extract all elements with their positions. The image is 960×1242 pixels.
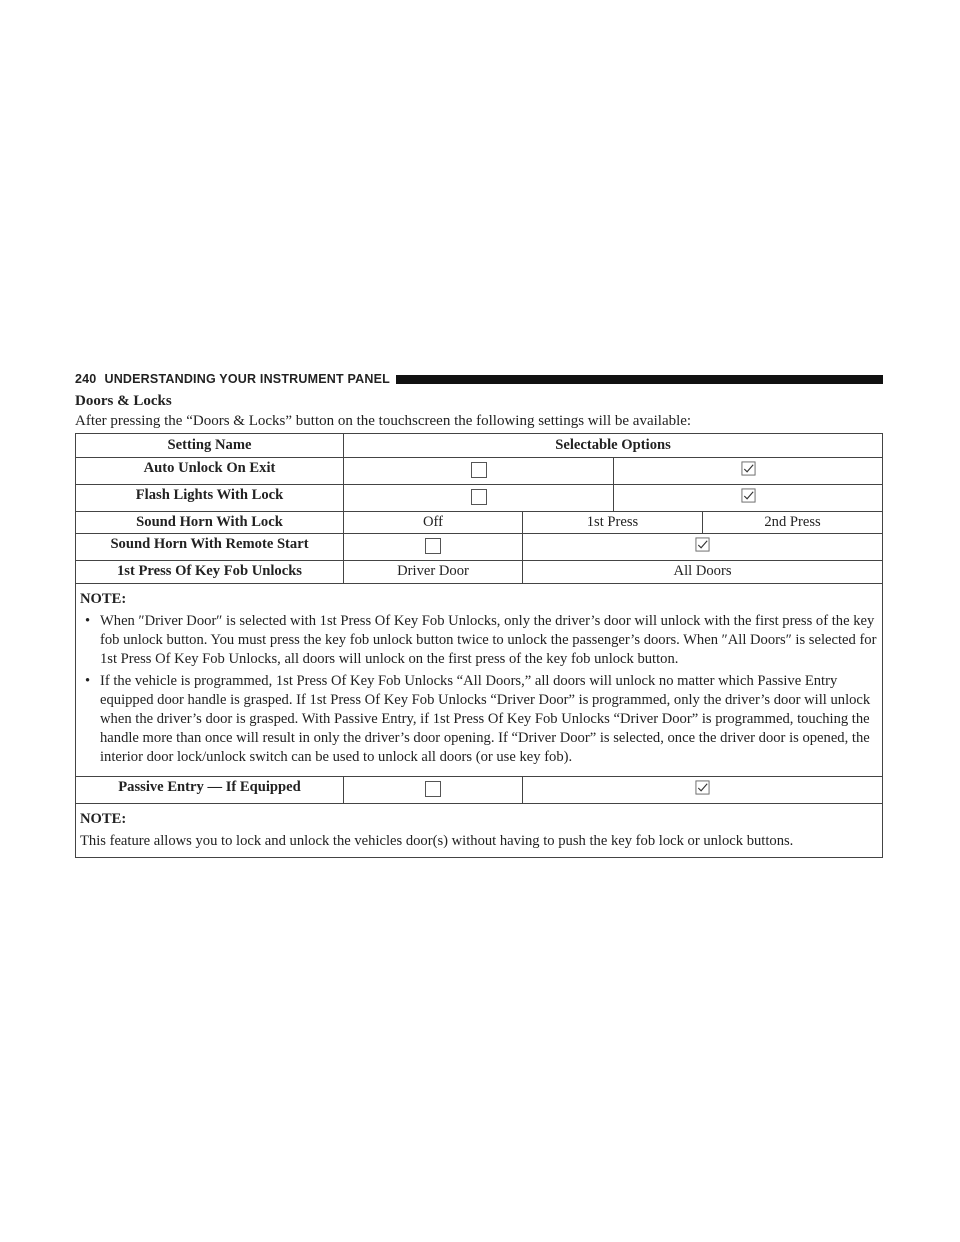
note-label: NOTE: [80,811,127,827]
doors-locks-heading: Doors & Locks [75,393,172,409]
note-bullets [80,612,878,767]
table-header-row [76,434,883,458]
bullet-icon: • [85,673,91,689]
page-number: 240 [75,372,97,386]
list-item [80,672,878,767]
setting-name: Sound Horn With Remote Start [76,534,344,561]
note-text: This feature allows you to lock and unlock the vehicles door(s) without having to push the key fob lock or unlock buttons. [80,833,794,849]
checkbox-empty-icon [425,538,441,554]
col-selectable-options: Selectable Options [344,434,883,458]
option-unchecked[interactable] [344,534,523,561]
option-unchecked[interactable] [344,458,614,485]
bullet-text: When ″Driver Door″ is selected with 1st Press Of Key Fob Unlocks, only the driver’s door will unlock with the first press of the key fob unlock button. You must press the key fob unlock button twice to unlock the passenger’s doors. When ″All Doors″ is selected for 1st Press Of Key Fob Unlocks, all doors will unlock on the first press of the key fob unlock button. [100,613,877,667]
row-note-2 [76,804,883,858]
note-cell [76,804,883,858]
intro-text: After pressing the “Doors & Locks” button on the touchscreen the following settings will be available: [75,413,692,429]
note-label: NOTE: [80,591,127,607]
page-header [75,372,883,386]
bullet-icon: • [85,613,91,629]
option-2nd-press[interactable]: 2nd Press [703,512,883,534]
checkbox-empty-icon [425,781,441,797]
list-item [80,612,878,669]
setting-name: 1st Press Of Key Fob Unlocks [76,561,344,584]
option-unchecked[interactable] [344,485,614,512]
option-off[interactable]: Off [344,512,523,534]
checkbox-checked-icon [695,537,710,552]
section-title: UNDERSTANDING YOUR INSTRUMENT PANEL [104,372,390,386]
checkbox-empty-icon [471,489,487,505]
setting-name: Passive Entry — If Equipped [76,777,344,804]
option-checked[interactable] [523,534,883,561]
option-1st-press[interactable]: 1st Press [523,512,703,534]
checkbox-checked-icon [741,461,756,476]
settings-table [75,433,883,858]
checkbox-empty-icon [471,462,487,478]
setting-name: Auto Unlock On Exit [76,458,344,485]
note-cell [76,584,883,777]
row-note-1 [76,584,883,777]
row-first-press [76,561,883,584]
option-checked[interactable] [614,485,883,512]
option-checked[interactable] [523,777,883,804]
col-setting-name: Setting Name [76,434,344,458]
checkbox-checked-icon [741,488,756,503]
row-sound-horn [76,512,883,534]
checkbox-checked-icon [695,780,710,795]
option-unchecked[interactable] [344,777,523,804]
option-all-doors[interactable]: All Doors [523,561,883,584]
row-flash-lights [76,485,883,512]
bullet-text: If the vehicle is programmed, 1st Press Of Key Fob Unlocks “All Doors,” all doors will unlock no matter which Passive Entry equipped door handle is grasped. If 1st Press Of Key Fob Unlocks “Driver Door” is programmed, only the driver’s door will unlock when the driver’s door is grasped. With Passive Entry, if 1st Press Of Key Fob Unlocks “Driver Door” is programmed, touching the handle more than once will result in only the driver’s door opening. If “Driver Door” is selected, once the driver door is opened, the interior door lock/unlock switch can be used to unlock all doors (or use key fob). [100,673,871,765]
option-driver-door[interactable]: Driver Door [344,561,523,584]
row-auto-unlock [76,458,883,485]
setting-name: Sound Horn With Lock [76,512,344,534]
row-passive-entry [76,777,883,804]
header-bar [396,375,883,384]
option-checked[interactable] [614,458,883,485]
setting-name: Flash Lights With Lock [76,485,344,512]
row-horn-remote-start [76,534,883,561]
